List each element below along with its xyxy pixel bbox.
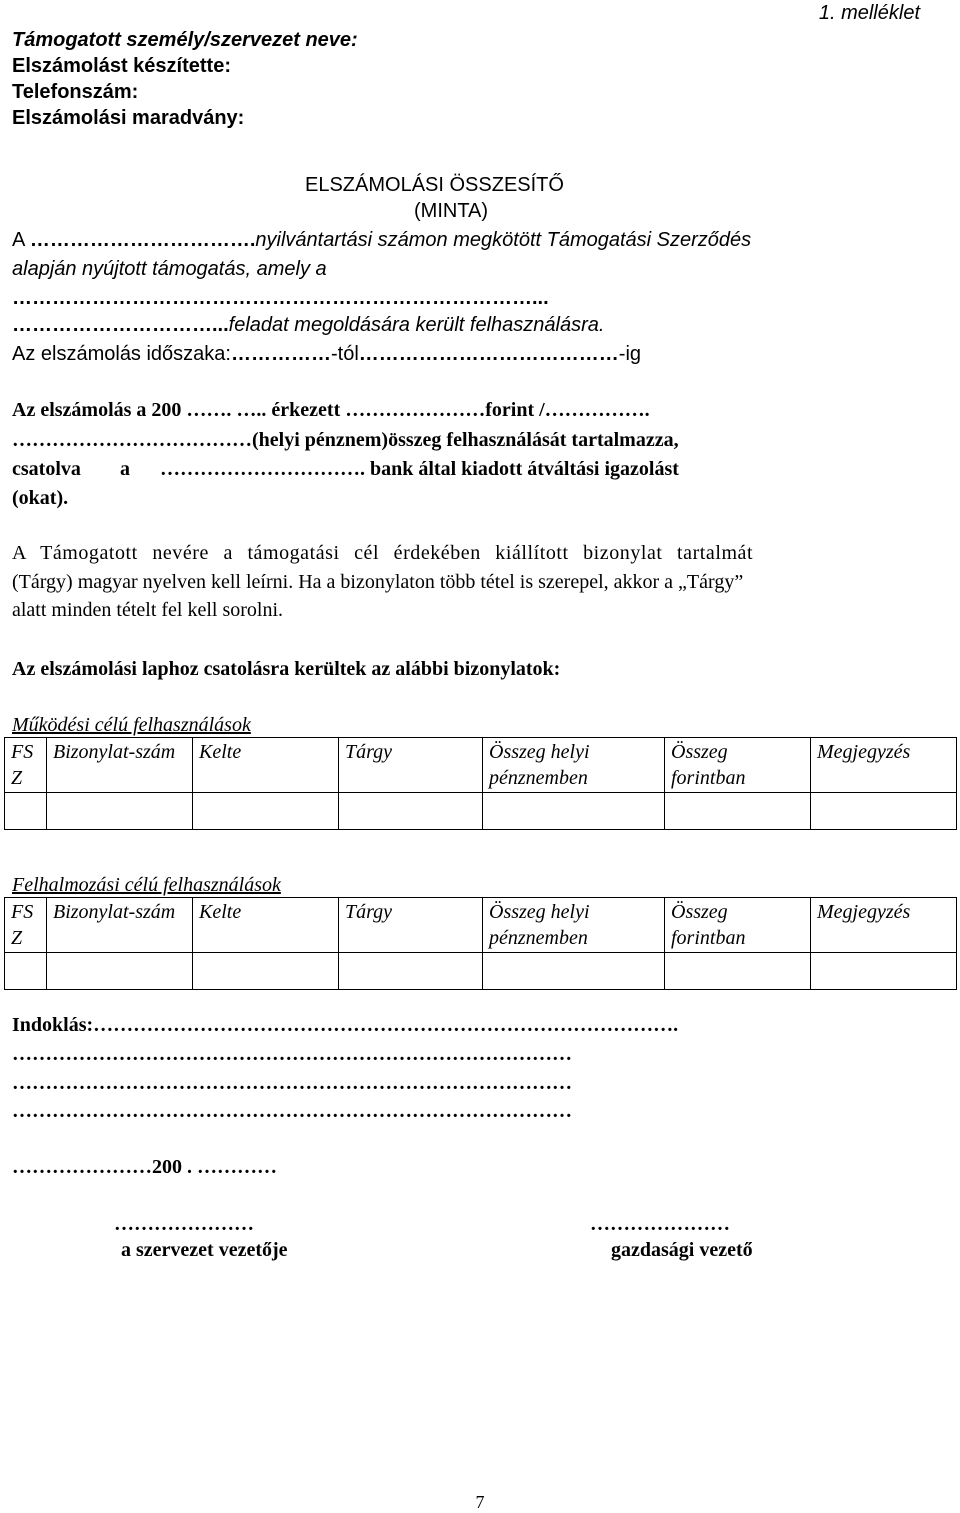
table-cell[interactable] [47,953,193,990]
col-date: Kelte [193,898,339,953]
intro-line-1 [12,228,751,252]
col-date: Kelte [193,738,339,793]
attached-heading: Az elszámolási laphoz csatolásra kerültek az alábbi bizonylatok: [12,658,561,680]
reasoning-blank-1[interactable]: ……………………………………………………………………………. [93,1014,679,1036]
right-signature-blank[interactable]: ………………… [590,1213,730,1235]
table-cell[interactable] [193,953,339,990]
annex-label: 1. melléklet [818,2,920,24]
bank-certificate-text: …………………………. bank által kiadott átváltási igazolást [160,458,679,480]
remainder-label: Elszámolási maradvány: [12,107,245,129]
attached-word: csatolva [12,458,81,480]
amount-line-1: Az elszámolás a 200 ……. ….. érkezett …………………forint /……………. [12,399,650,421]
table-cell[interactable] [339,953,483,990]
table-header-row [5,898,957,953]
left-signature-label: a szervezet vezetője [121,1239,288,1261]
page-title: ELSZÁMOLÁSI ÖSSZESÍTŐ [305,174,564,196]
reasoning-blank-4[interactable]: ………………………………………………………………………… [12,1100,572,1122]
table-cell[interactable] [483,793,665,830]
capital-expenses-table [4,897,957,990]
intro-line-2: alapján nyújtott támogatás, amely a [12,258,327,280]
table-row [5,953,957,990]
period-label: Az elszámolás időszaka: [12,343,231,365]
task-text: feladat megoldására került felhasználásra. [228,314,605,336]
left-signature-blank[interactable]: ………………… [114,1213,254,1235]
reasoning-line-1 [12,1013,678,1037]
table-cell[interactable] [193,793,339,830]
reasoning-blank-2[interactable]: ………………………………………………………………………… [12,1043,572,1065]
reasoning-label: Indoklás: [12,1014,94,1036]
table-cell[interactable] [47,793,193,830]
amount-line-2: ………………………………(helyi pénznem)összeg felhasználását tartalmazza, [12,429,679,451]
reasoning-blank-3[interactable]: ………………………………………………………………………… [12,1072,572,1094]
table-cell[interactable] [5,953,47,990]
amount-line-3 [12,457,920,481]
period-from-blank: …………… [230,343,331,365]
intro-article: A [12,229,25,251]
col-fsz: FS Z [5,738,47,793]
operating-expenses-caption: Működési célú felhasználások [12,714,251,736]
col-remark: Megjegyzés [811,898,957,953]
table-cell[interactable] [811,953,957,990]
note-line-3: alatt minden tételt fel kell sorolni. [12,599,284,621]
right-signature-label: gazdasági vezető [611,1239,753,1261]
col-amount-local: Összeg helyi pénznemben [483,738,665,793]
registration-number-blank: ……………………………. [29,229,256,251]
table-cell[interactable] [339,793,483,830]
operating-expenses-table [4,737,957,830]
prepared-by-label: Elszámolást készítette: [12,55,231,77]
col-subject: Tárgy [339,898,483,953]
task-blank: …………………………... [12,314,229,336]
col-document-number: Bizonylat-szám [47,898,193,953]
supported-name-label: Támogatott személy/szervezet neve: [12,29,358,51]
table-header-row [5,738,957,793]
intro-line-4 [12,313,604,337]
intro-contract-text: nyilvántartási számon megkötött Támogatási Szerződés [255,229,752,251]
col-document-number: Bizonylat-szám [47,738,193,793]
intro-line-3: ……………………………………………………………………... [12,287,549,309]
phone-label: Telefonszám: [12,81,139,103]
period-to-suffix: -ig [618,343,642,365]
col-remark: Megjegyzés [811,738,957,793]
period-line [12,342,641,366]
col-amount-local: Összeg helyi pénznemben [483,898,665,953]
table-cell[interactable] [5,793,47,830]
col-subject: Tárgy [339,738,483,793]
col-amount-huf: Összeg forintban [665,898,811,953]
table-cell[interactable] [665,953,811,990]
note-line-1: A Támogatott nevére a támogatási cél érdekében kiállított bizonylat tartalmát [12,542,754,564]
table-row [5,793,957,830]
col-amount-huf: Összeg forintban [665,738,811,793]
table-cell[interactable] [665,793,811,830]
page-number: 7 [475,1492,485,1512]
article-a: a [120,458,130,480]
col-fsz: FS Z [5,898,47,953]
period-from-suffix: -tól [330,343,359,365]
note-line-2: (Tárgy) magyar nyelven kell leírni. Ha a bizonylaton több tétel is szerepel, akkor a „Tárgy” [12,571,744,593]
page-subtitle: (MINTA) [414,200,489,222]
amount-line-4: (okat). [12,487,69,509]
table-cell[interactable] [811,793,957,830]
capital-expenses-caption: Felhalmozási célú felhasználások [12,874,281,896]
period-to-blank: ………………………………… [358,343,619,365]
table-cell[interactable] [483,953,665,990]
date-line[interactable]: …………………200 . ………… [12,1156,277,1178]
